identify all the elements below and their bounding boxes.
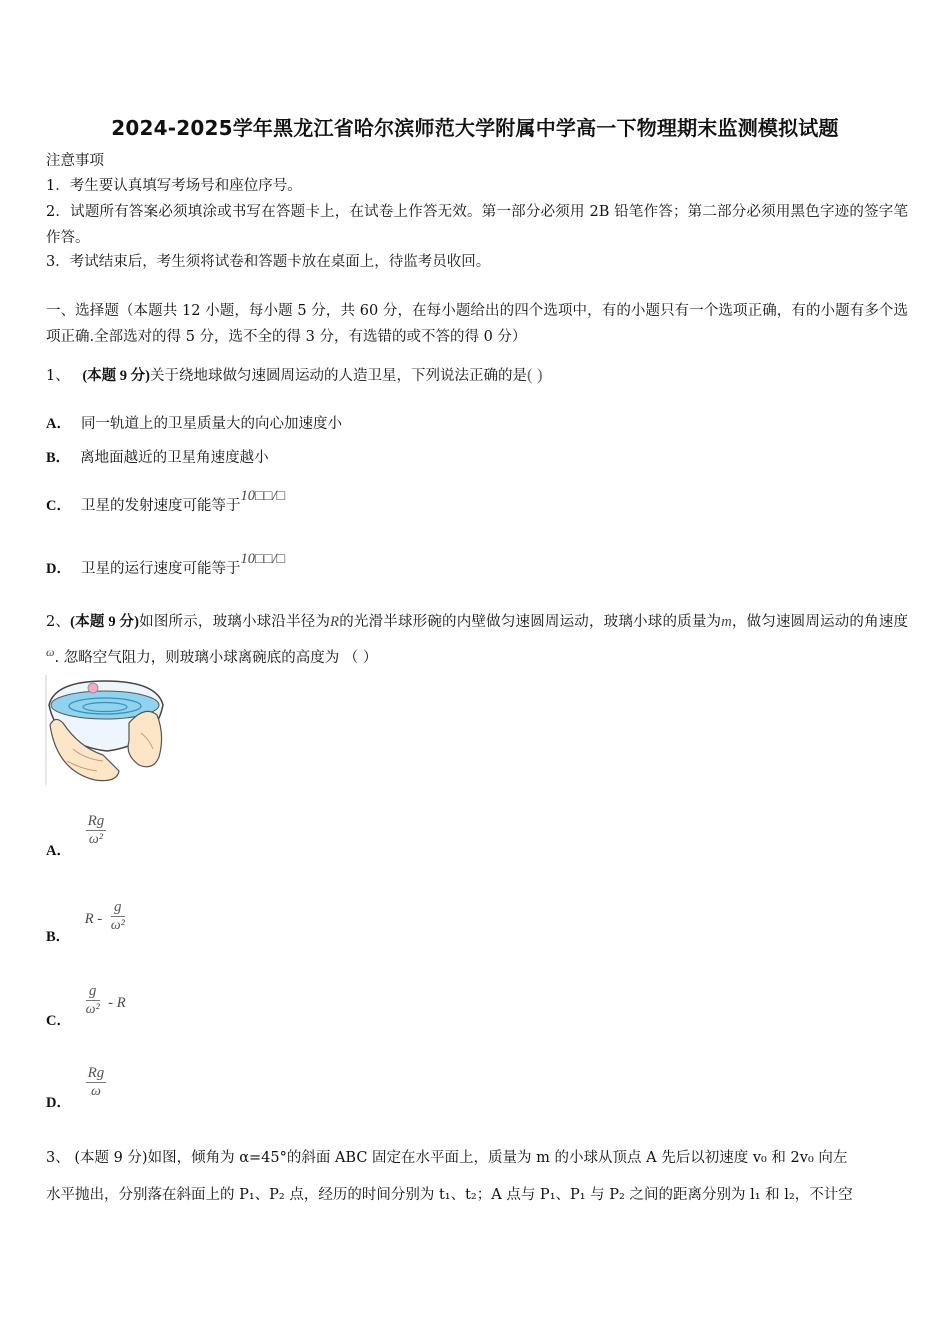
option-fraction [86,982,100,1019]
question-2 [46,604,908,676]
q2-number: 2、 [46,614,71,630]
question-3-line-2: 水平抛出，分别落在斜面上的 P₁、P₂ 点，经历的时间分别为 t₁、t₂；A 点与 P₁、P₁ 与 P₂ 之间的距离分别为 l₁ 和 l₂，不计空 [46,1187,853,1203]
fraction-numerator: Rg [87,813,105,829]
section-heading: 一、选择题（本题共 12 小题，每小题 5 分，共 60 分，在每小题给出的四个选项中，有的小题只有一个选项正确，有的小题有多个选项正确.全部选对的得 5 分，选不全的得 3 分，有选错的或不答的得 0 分） [46,303,908,345]
fraction-numerator: g [114,899,122,915]
option-letter: D． [46,561,71,577]
bowl-with-hands-image [45,675,167,785]
q1-answer-paren: ( ) [527,365,543,384]
q1-number: 1、 [46,368,70,384]
option-suffix: - R [108,994,126,1011]
q1-option-c [46,488,286,519]
fraction-numerator: g [88,983,97,999]
option-letter: A． [46,842,71,859]
option-fraction [86,812,107,849]
question-1 [46,362,543,389]
q2-option-a [46,812,106,859]
option-text: 卫星的运行速度可能等于 [80,561,241,577]
q2-stem: . 忽略空气阻力，则玻璃小球离碗底的高度为 （ ） [54,650,378,666]
q1-option-d [46,551,286,582]
option-formula: 10□□/□ [240,551,286,567]
notice-item-3: 3．考试结束后，考生须将试卷和答题卡放在桌面上，待监考员收回。 [46,254,491,270]
q2-option-d [46,1064,106,1111]
option-letter: B． [46,928,71,945]
option-fraction [86,1064,107,1101]
option-text: 离地面越近的卫星角速度越小 [80,450,269,466]
option-formula: 10□□/□ [240,488,286,504]
q2-stem: 如图所示，玻璃小球沿半径为 [138,614,331,630]
bowl-illustration [45,675,167,785]
question-3-line-1: 3、 (本题 9 分)如图，倾角为 α=45°的斜面 ABC 固定在水平面上，质量为 m 的小球从顶点 A 先后以初速度 v₀ 和 2v₀ 向左 [46,1150,848,1166]
fraction-denominator: ω² [88,832,103,847]
q2-symbol-r: R [330,614,340,630]
q1-score: (本题 9 分) [82,368,151,384]
q1-option-b [46,445,269,471]
option-letter: A． [46,416,71,432]
notice-item-1: 1．考生要认真填写考场号和座位序号。 [46,178,302,194]
q2-score: (本题 9 分) [70,614,139,630]
option-text: 卫星的发射速度可能等于 [80,498,241,514]
option-fraction [111,898,125,935]
q2-option-b [46,898,125,945]
option-prefix: R - [84,910,103,927]
option-text: 同一轨道上的卫星质量大的向心加速度小 [80,416,342,432]
notice-item-2: 2．试题所有答案必须填涂或书写在答题卡上，在试卷上作答无效。第一部分必须用 2B 铅笔作答；第二部分必须用黑色字迹的签字笔作答。 [46,204,908,246]
option-letter: D． [46,1094,71,1111]
option-letter: B． [46,450,71,466]
q2-symbol-m: m [721,614,732,630]
q2-stem: ，做匀速圆周运动的角速度 [731,614,909,630]
option-letter: C． [46,1012,71,1029]
q2-stem: 的光滑半球形碗的内壁做匀速圆周运动，玻璃小球的质量为 [339,614,722,630]
page-title: 2024-2025学年黑龙江省哈尔滨师范大学附属中学高一下物理期末监测模拟试题 [111,116,839,140]
option-letter: C． [46,498,71,514]
q1-stem: 关于绕地球做匀速圆周运动的人造卫星，下列说法正确的是 [150,368,528,384]
q1-option-a [46,411,342,437]
notice-heading: 注意事项 [46,153,104,169]
fraction-numerator: Rg [87,1065,105,1081]
fraction-denominator: ω² [110,918,125,933]
q2-symbol-omega: ω [46,645,55,659]
fraction-denominator: ω [90,1084,101,1099]
q2-option-c [46,982,126,1029]
fraction-denominator: ω² [85,1002,100,1017]
